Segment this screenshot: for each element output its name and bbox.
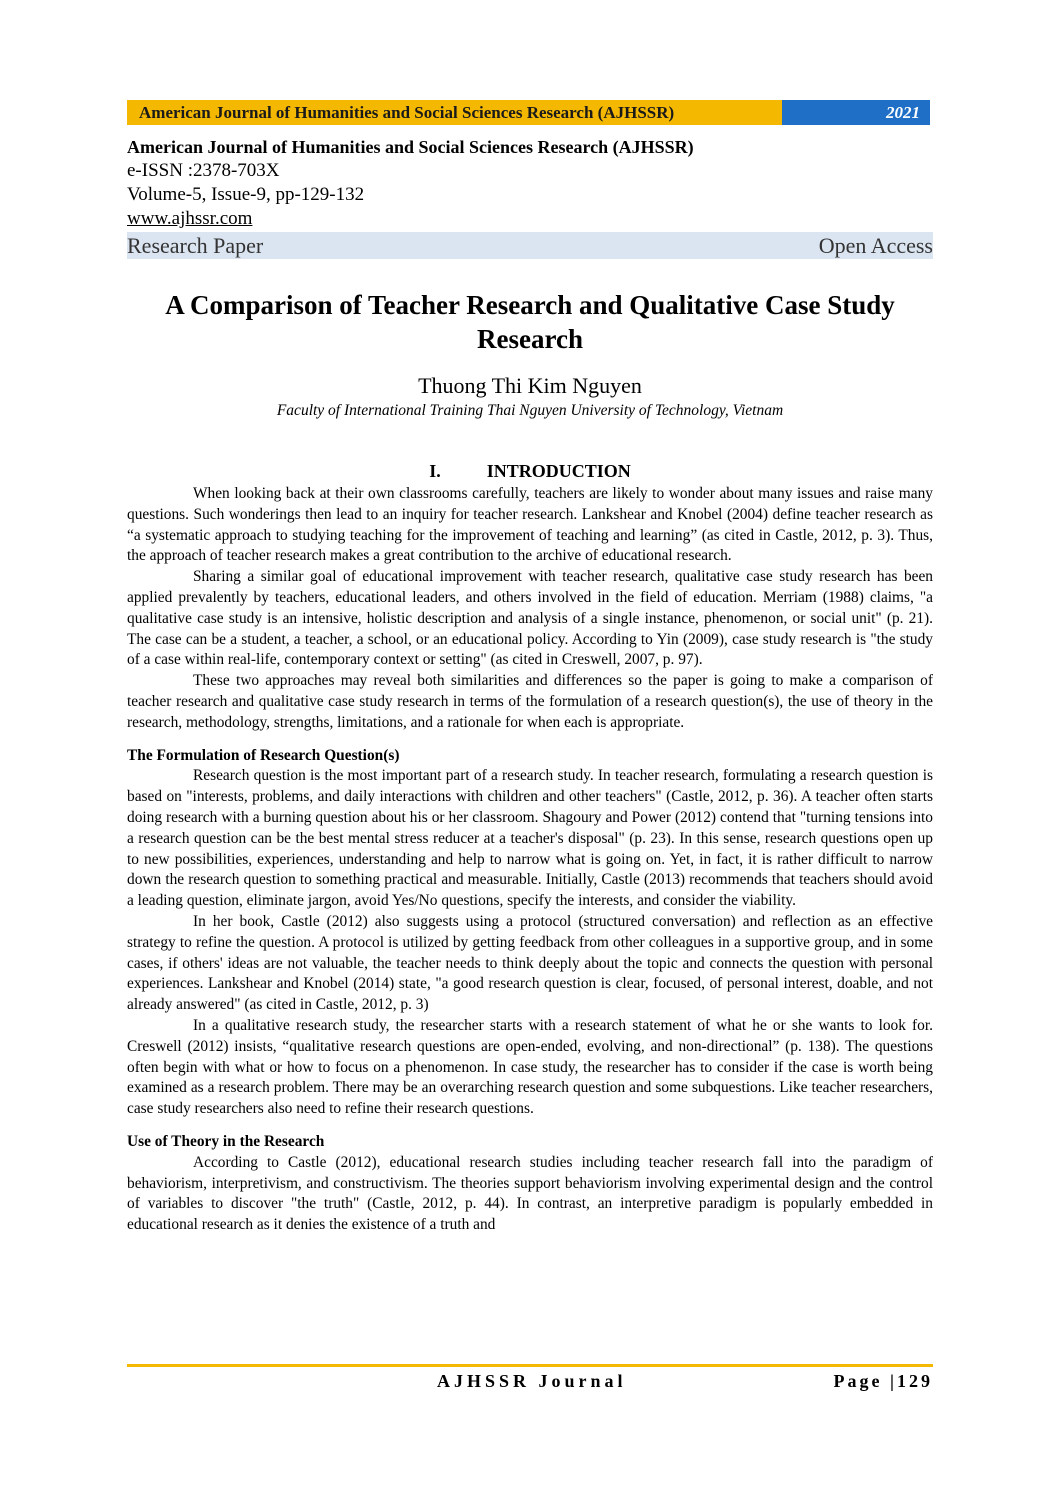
header-year: 2021: [782, 100, 930, 125]
paragraph: In her book, Castle (2012) also suggests using a protocol (structured conversation) and reflection as an effective strategy to refine the question. A protocol is utilized by getting feedback from other colleagues in a supportive group, and in some cases, if others' ideas are not valuable, the teacher needs to think deeply about the topic and connects the question with personal experiences. Lankshear and Knobel (2014) state, "a good research question is clear, focused, of personal interest, doable, and not already answered" (as cited in Castle, 2012, p. 3): [127, 912, 933, 1014]
section-number: I.: [429, 461, 441, 481]
paragraph: According to Castle (2012), educational research studies including teacher research fall into the paradigm of behaviorism, interpretivism, and constructivism. The theories support behaviorism involving experimental design and the control of variables to discover "the truth" (Castle, 2012, p. 44). In contrast, an interpretive paradigm is popularly embedded in educational research as it denies the existence of a truth and: [127, 1153, 933, 1234]
page-footer: [127, 1371, 933, 1395]
paragraph: In a qualitative research study, the researcher starts with a research statement of what he or she wants to look for. Creswell (2012) insists, “qualitative research questions are open-ended, evolving, and non-directional” (p. 138). The questions often begin with what or how to focus on a phenomenon. In case study, the researcher has to consider if the case is worth being examined as a research problem. There may be an overarching research question and some subquestions. Like teacher researchers, case study researchers also need to refine their research questions.: [127, 1016, 933, 1118]
journal-name: American Journal of Humanities and Social Sciences Research (AJHSSR): [127, 137, 694, 157]
paragraph: Sharing a similar goal of educational improvement with teacher research, qualitative case study research has been applied prevalently by teachers, educational leaders, and others involved in the field of education. Merriam (1988) claims, "a qualitative case study is an intensive, holistic description and analysis of a single instance, phenomenon, or social unit" (p. 21). The case can be a student, a teacher, a school, or an educational policy. According to Yin (2009), case study research is "the study of a case within real-life, contemporary context or setting" (as cited in Creswell, 2007, p. 97).: [127, 568, 933, 669]
paper-title: A Comparison of Teacher Research and Qualitative Case Study Research: [165, 290, 895, 354]
journal-info: [127, 135, 933, 259]
journal-website-link[interactable]: www.ajhssr.com: [127, 208, 253, 229]
page-label: Page |: [833, 1371, 897, 1391]
footer-journal: AJHSSR Journal: [437, 1371, 627, 1391]
paper-type-bar: [127, 232, 933, 259]
paragraph: These two approaches may reveal both similarities and differences so the paper is going to make a comparison of teacher research and qualitative case study research in terms of the formulation of a research question(s), the use of theory in the research, methodology, strengths, limitations, and a rationale for when each is appropriate.: [127, 672, 933, 731]
header-journal-name: American Journal of Humanities and Social Sciences Research (AJHSSR): [127, 100, 782, 125]
paper-type-label: Research Paper: [127, 232, 264, 258]
author-affiliation: Faculty of International Training Thai Nguyen University of Technology, Vietnam: [276, 402, 784, 419]
footer-page: [834, 1371, 933, 1392]
subsection-heading: Use of Theory in the Research: [127, 1132, 325, 1150]
journal-header-band: [127, 100, 930, 125]
section-heading: [127, 460, 933, 482]
footer-divider: [127, 1364, 933, 1367]
subsection-heading: The Formulation of Research Question(s): [127, 746, 400, 764]
author-name: Thuong Thi Kim Nguyen: [418, 373, 642, 398]
issn: e-ISSN :2378-703X: [127, 160, 280, 181]
open-access-label: Open Access: [818, 232, 933, 258]
paragraph: When looking back at their own classrooms carefully, teachers are likely to wonder about many issues and raise many questions. Such wonderings then lead to an inquiry for teacher research. Lankshear and Knobel (2004) define teacher research as “a systematic approach to studying teaching for the improvement of teaching and learning” (as cited in Castle, 2012, p. 3). Thus, the approach of teacher research makes a great contribution to the archive of educational research.: [127, 485, 933, 565]
body-text: [127, 484, 933, 1236]
paragraph: Research question is the most important part of a research study. In teacher research, formulating a research question is based on "interests, problems, and daily interactions with children and other teachers" (Castle, 2012, p. 36). A teacher often starts doing research with a burning question about his or her classroom. Shagoury and Power (2012) contend that "turning tensions into a research question can be the best mental stress reducer at a teacher's disposal" (p. 23). In this sense, research questions open up to new possibilities, experiences, understanding and help to narrow what is going on. Yet, in fact, it is rather difficult to narrow down the research question to something practical and measurable. Initially, Castle (2013) recommends that teachers should avoid a leading question, eliminate jargon, avoid Yes/No questions, specify the interests, and consider the viability.: [127, 767, 933, 910]
volume-issue: Volume-5, Issue-9, pp-129-132: [127, 184, 365, 205]
section-title: INTRODUCTION: [486, 461, 631, 481]
page-number: 129: [897, 1371, 933, 1391]
